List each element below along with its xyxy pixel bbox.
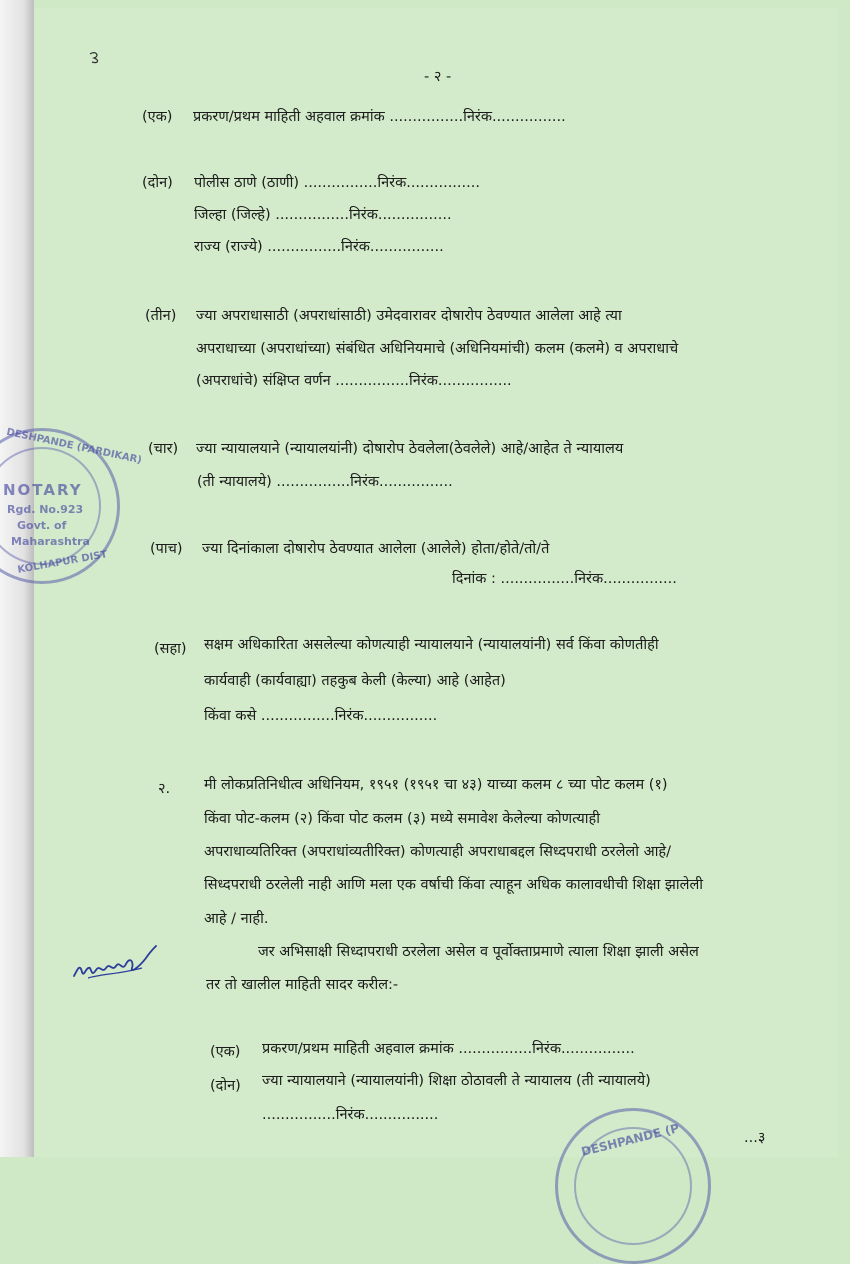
item-text: दिनांक : ................निरंक................ — [452, 571, 677, 587]
item-text: मी लोकप्रतिनिधीत्व अधिनियम, १९५१ (१९५१ चा ४३) याच्या कलम ८ च्या पोट कलम (१) — [204, 777, 668, 793]
item-text: तर तो खालील माहिती सादर करील:- — [206, 977, 399, 993]
seal-name: DESHPANDE (P — [579, 1121, 681, 1159]
item-label: (सहा) — [154, 641, 187, 657]
item-text: किंवा कसे ................निरंक................ — [204, 708, 438, 724]
item-text: प्रकरण/प्रथम माहिती अहवाल क्रमांक ................निरंक................ — [262, 1041, 635, 1057]
item-text: जिल्हा (जिल्हे) ................निरंक................ — [194, 207, 452, 223]
item-label: (एक) — [210, 1044, 241, 1060]
item-text: कार्यवाही (कार्यवाह्या) तहकुब केली (केल्या) आहे (आहेत) — [204, 673, 506, 689]
item-label: (तीन) — [145, 308, 177, 324]
seal-title: NOTARY — [3, 481, 83, 499]
item-label: (दोन) — [142, 175, 173, 191]
item-text: अपराधाच्या (अपराधांच्या) संबंधित अधिनियमाचे (अधिनियमांची) कलम (कलमे) व अपराधाचे — [196, 341, 679, 357]
item-text: सिध्दपराधी ठरलेली नाही आणि मला एक वर्षाची किंवा त्याहून अधिक कालावधीची शिक्षा झालेली — [204, 877, 704, 893]
item-label: (पाच) — [150, 541, 183, 557]
notary-seal-bottom — [555, 1108, 711, 1264]
item-text: ज्या अपराधासाठी (अपराधांसाठी) उमेदवारावर दोषारोप ठेवण्यात आलेला आहे त्या — [196, 308, 622, 324]
item-text: राज्य (राज्ये) ................निरंक................ — [194, 239, 444, 255]
section-number: २. — [158, 781, 171, 797]
notary-seal — [0, 426, 143, 584]
item-text: (ती न्यायालये) ................निरंक................ — [197, 474, 453, 490]
item-label: (चार) — [148, 441, 179, 457]
seal-district: KOLHAPUR DIST — [16, 549, 109, 576]
item-label: (एक) — [142, 109, 173, 125]
item-text: किंवा पोट-कलम (२) किंवा पोट कलम (३) मध्ये समावेश केलेल्या कोणत्याही — [204, 811, 600, 827]
item-text: आहे / नाही. — [204, 911, 269, 927]
item-text: जर अभिसाक्षी सिध्दापराधी ठरलेला असेल व पूर्वोक्ताप्रमाणे त्याला शिक्षा झाली असेल — [258, 944, 699, 960]
item-label: (दोन) — [210, 1078, 241, 1094]
item-text: ज्या न्यायालयाने (न्यायालयांनी) दोषारोप ठेवलेला(ठेवलेले) आहे/आहेत ते न्यायालय — [196, 441, 624, 457]
seal-state: Maharashtra — [11, 535, 90, 548]
seal-govt: Govt. of — [17, 519, 67, 532]
item-text: पोलीस ठाणे (ठाणी) ................निरंक................ — [194, 175, 480, 191]
item-text: ज्या दिनांकाला दोषारोप ठेवण्यात आलेला (आलेले) होता/होते/तो/ते — [202, 541, 550, 557]
page-number: - २ - — [424, 69, 452, 85]
item-text: ................निरंक................ — [262, 1107, 439, 1123]
signature — [70, 938, 160, 988]
seal-reg: Rgd. No.923 — [7, 503, 84, 516]
pen-mark — [86, 48, 106, 68]
continuation-marker: ...३ — [744, 1130, 766, 1146]
item-text: अपराधाव्यतिरिक्त (अपराधांव्यतीरिक्त) कोणत्याही अपराधाबद्दल सिध्दपराधी ठरलेलो आहे/ — [204, 844, 672, 860]
item-text: (अपराधांचे) संक्षिप्त वर्णन ................निरंक................ — [196, 373, 512, 389]
item-text: सक्षम अधिकारिता असलेल्या कोणत्याही न्यायालयाने (न्यायालयांनी) सर्व किंवा कोणतीही — [204, 637, 659, 653]
item-text: ज्या न्यायालयाने (न्यायालयांनी) शिक्षा ठोठावली ते न्यायालय (ती न्यायालये) — [262, 1073, 651, 1089]
item-text: प्रकरण/प्रथम माहिती अहवाल क्रमांक ................निरंक................ — [193, 109, 566, 125]
seal-name: DESHPANDE (PARDIKAR) — [5, 426, 143, 467]
